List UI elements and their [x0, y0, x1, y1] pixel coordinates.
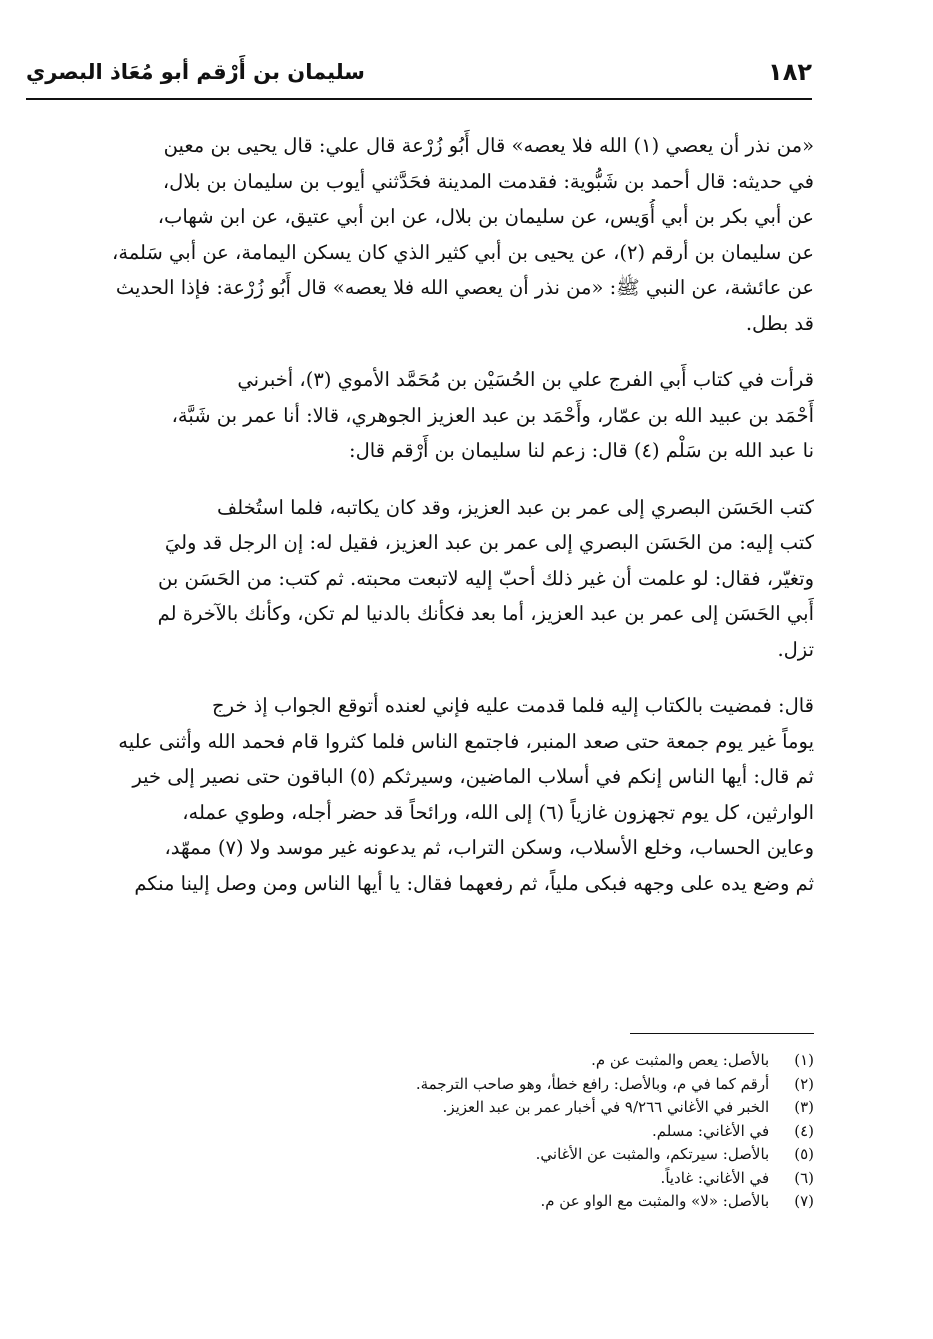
text-line: قد بطل. [745, 311, 814, 335]
text-line: قال: فمضيت بالكتاب إليه فلما قدمت عليه فإني لعنده أتوقع الجواب إذ خرج [212, 694, 814, 717]
footnote [150, 1073, 814, 1097]
footnote-text: بالأصل: يعص والمثبت عن م. [591, 1051, 774, 1069]
page-number: ١٨٢ [768, 58, 812, 86]
text-line: عن أبي بكر بن أبي أُوَيس، عن سليمان بن بلال، عن ابن أبي عتيق، عن ابن شهاب، [157, 205, 814, 228]
header-rule [26, 98, 812, 100]
footnote-number: (٤) [794, 1121, 814, 1140]
footnote-text: بالأصل: «لا» والمثبت مع الواو عن م. [540, 1192, 774, 1210]
text-line: ثم قال: أيها الناس إنكم في أسلاب الماضين، وسيرثكم (٥) الباقون حتى نصير إلى خير [132, 765, 814, 788]
paragraph-gap [78, 469, 814, 490]
footnote-text: أرقم كما في م، وبالأصل: رافع خطأ، وهو صاحب الترجمة. [415, 1074, 774, 1093]
footnote-text: بالأصل: سيرتكم، والمثبت عن الأغاني. [535, 1145, 774, 1163]
footnote-text: في الأغاني: مسلم. [652, 1121, 774, 1140]
footnote [150, 1167, 814, 1191]
text-line: عن سليمان بن أرقم (٢)، عن يحيى بن أبي كثير الذي كان يسكن اليمامة، عن أبي سَلمة، [112, 240, 814, 264]
text-line: عن عائشة، عن النبي ﷺ: «من نذر أن يعصي الله فلا يعصه» قال أَبُو زُرْعة: فإذا الحديث [115, 276, 814, 299]
main-text [78, 128, 814, 901]
text-line: يوماً غير يوم جمعة حتى صعد المنبر، فاجتمع الناس فلما كثروا قام فحمد الله وأثنى عليه [118, 729, 814, 753]
text-line: أَبي الحَسَن إلى عمر بن عبد العزيز، أما بعد فكأنك بالدنيا لم تكن، وكأنك بالآخرة لم [157, 602, 814, 625]
footnote-separator [630, 1033, 814, 1034]
footnote [150, 1049, 814, 1073]
footnote-number: (٦) [794, 1168, 814, 1187]
footnote-number: (١) [794, 1051, 814, 1069]
footnote-number: (٣) [794, 1098, 814, 1116]
text-line: في حديثه: قال أحمد بن شَبُّوية: فقدمت المدينة فحَدَّثني أيوب بن سليمان بن بلال، [162, 169, 814, 193]
text-line: تزل. [777, 637, 814, 661]
text-line: «من نذر أن يعصي (١) الله فلا يعصه» قال أَبُو زُرْعة قال علي: قال يحيى بن معين [163, 134, 814, 157]
footnote-number: (٧) [794, 1192, 814, 1210]
footnote-text: في الأغاني: غادياً. [660, 1168, 774, 1187]
text-line: قرأت في كتاب أَبي الفرج علي بن الحُسَيْن بن مُحَمَّد الأموي (٣)، أخبرني [237, 368, 814, 391]
text-line: وعاين الحساب، وخلع الأسلاب، وسكن التراب، ثم يدعونه غير موسد ولا (٧) ممهّد، [164, 836, 814, 859]
page-header [26, 58, 812, 98]
paragraph-gap [78, 341, 814, 362]
footnote [150, 1120, 814, 1144]
text-line: كتب الحَسَن البصري إلى عمر بن عبد العزيز، وقد كان يكاتبه، فلما استُخلف [217, 495, 814, 519]
footnote-text: الخبر في الأغاني ٩/٢٦٦ في أخبار عمر بن عبد العزيز. [442, 1098, 774, 1116]
footnotes [150, 1049, 814, 1214]
text-line: نا عبد الله بن سَلْم (٤) قال: زعم لنا سليمان بن أَرْقم قال: [349, 439, 814, 462]
footnote [150, 1190, 814, 1214]
running-title: سليمان بن أَرْقم أبو مُعَاذ البصري [26, 60, 365, 84]
text-line: كتب إليه: من الحَسَن البصري إلى عمر بن عبد العزيز، فقيل له: إن الرجل قد وليَ [164, 531, 814, 554]
paragraph-gap [78, 667, 814, 688]
text-line: ثم وضع يده على وجهه فبكى ملياً، ثم رفعهما فقال: يا أيها الناس ومن وصل إلينا منكم [134, 871, 814, 895]
footnote [150, 1096, 814, 1120]
footnote-number: (٥) [794, 1145, 814, 1163]
text-line: وتغيّر، فقال: لو علمت أن غير ذلك أحبّ إليه لاتبعت محبته. ثم كتب: من الحَسَن بن [158, 566, 814, 590]
footnote-number: (٢) [794, 1074, 814, 1093]
text-line: الوارثين، كل يوم تجهزون غازياً (٦) إلى الله، ورائحاً قد حضر أجله، وطوي عمله، [182, 800, 814, 824]
footnote [150, 1143, 814, 1167]
text-line: أَحْمَد بن عبيد الله بن عمّار، وأَحْمَد بن عبد العزيز الجوهري، قالا: أنا عمر بن شَبَّة، [171, 403, 814, 427]
